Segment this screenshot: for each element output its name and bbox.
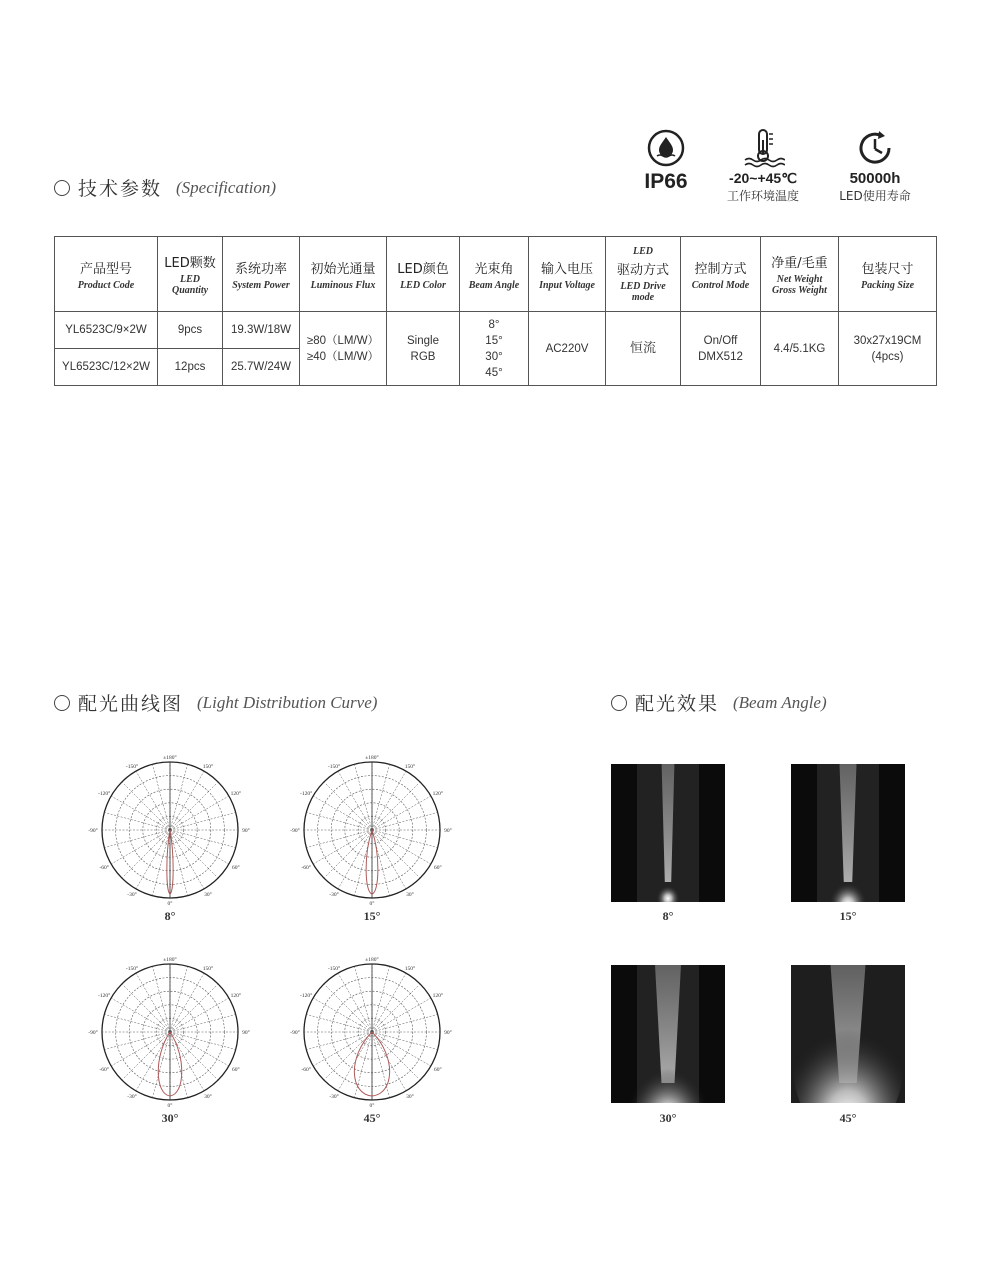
grid-spoke	[170, 771, 204, 830]
grid-spoke	[324, 830, 372, 878]
cell-control-mode: On/Off DMX512	[681, 312, 761, 386]
angle-label: 120°	[230, 993, 242, 999]
angle-label: 120°	[432, 791, 444, 797]
header-system-power: 系统功率 System Power	[223, 237, 300, 312]
angle-label: 120°	[230, 791, 242, 797]
beam-caption: 45°	[839, 1111, 857, 1125]
grid-spoke	[372, 796, 431, 830]
angle-label: ±180°	[163, 755, 177, 761]
angle-label: -120°	[98, 993, 111, 999]
header-drive-mode: LED 驱动方式 LED Drive mode	[606, 237, 681, 312]
grid-spoke	[104, 812, 170, 830]
grid-spoke	[372, 830, 438, 848]
grid-spoke	[372, 764, 390, 830]
angle-label: 0°	[167, 901, 173, 907]
cell-input-voltage: AC220V	[529, 312, 606, 386]
angle-label: 60°	[433, 1067, 442, 1073]
angle-label: 60°	[231, 1067, 240, 1073]
angle-label: 90°	[444, 1030, 452, 1036]
grid-spoke	[170, 830, 229, 864]
grid-spoke	[122, 830, 170, 878]
angle-label: -120°	[98, 791, 111, 797]
beam-glow-svg	[611, 764, 725, 902]
grid-spoke	[170, 796, 229, 830]
polar-diagram-svg	[80, 750, 260, 910]
ip-badge	[636, 128, 696, 194]
grid-spoke	[338, 973, 372, 1032]
life-value: 50000h	[849, 170, 901, 187]
angle-label: ±180°	[163, 957, 177, 963]
beam-glow-svg	[611, 965, 725, 1103]
spec-section-title	[54, 174, 276, 201]
cell-drive-mode: 恒流	[606, 312, 681, 386]
grid-spoke	[372, 830, 431, 864]
angle-label: -120°	[300, 791, 313, 797]
grid-spoke	[313, 998, 372, 1032]
cell-luminous-flux: ≥80（LM/W） ≥40（LM/W）	[300, 312, 387, 386]
grid-spoke	[372, 973, 406, 1032]
grid-spoke	[372, 984, 420, 1032]
temp-range: -20~+45℃	[729, 170, 797, 186]
angle-label: -150°	[327, 763, 341, 770]
cell-product-code: YL6523C/9×2W	[55, 312, 158, 349]
grid-spoke	[354, 1032, 372, 1098]
polar-diagram-svg	[80, 952, 260, 1112]
grid-spoke	[372, 998, 431, 1032]
beam-photo-8	[611, 764, 725, 902]
angle-label: -30°	[127, 1094, 137, 1101]
grid-spoke	[170, 764, 188, 830]
angle-label: 150°	[202, 763, 214, 770]
grid-spoke	[306, 812, 372, 830]
angle-label: 30°	[406, 892, 414, 899]
grid-spoke	[372, 1032, 438, 1050]
grid-spoke	[354, 764, 372, 830]
temp-badge	[718, 128, 808, 204]
grid-spoke	[136, 830, 170, 889]
grid-spoke	[170, 812, 236, 830]
circle-bullet-icon	[54, 180, 70, 196]
curve-title-cn: 配光曲线图	[78, 693, 184, 715]
angle-label: 30°	[204, 892, 212, 899]
cell-led-quantity: 9pcs	[158, 312, 223, 349]
grid-spoke	[104, 1014, 170, 1032]
header-packing-size: 包装尺寸 Packing Size	[839, 237, 937, 312]
angle-label: -60°	[301, 865, 311, 871]
beam-photo-15	[791, 764, 905, 902]
angle-label: 30°	[406, 1094, 414, 1101]
angle-label: 0°	[167, 1103, 173, 1109]
grid-spoke	[111, 796, 170, 830]
temp-label: 工作环境温度	[726, 189, 799, 203]
grid-spoke	[170, 1032, 218, 1080]
grid-spoke	[104, 1032, 170, 1050]
header-input-voltage: 输入电压 Input Voltage	[529, 237, 606, 312]
angle-label: -90°	[290, 828, 300, 834]
curve-caption: 15°	[363, 909, 381, 923]
grid-spoke	[372, 782, 420, 830]
angle-label: 0°	[369, 901, 375, 907]
clock-icon	[855, 128, 895, 168]
angle-label: -60°	[301, 1067, 311, 1073]
grid-spoke	[170, 782, 218, 830]
cell-system-power: 25.7W/24W	[223, 349, 300, 386]
grid-spoke	[170, 830, 218, 878]
angle-label: -30°	[127, 892, 137, 899]
life-label: LED使用寿命	[839, 189, 911, 203]
curve-caption: 30°	[161, 1111, 179, 1125]
grid-spoke	[313, 796, 372, 830]
circle-bullet-icon	[54, 695, 70, 711]
grid-spoke	[324, 1032, 372, 1080]
grid-spoke	[372, 830, 420, 878]
angle-label: -150°	[125, 763, 139, 770]
angle-label: 30°	[204, 1094, 212, 1101]
spec-title-cn: 技术参数	[78, 178, 163, 200]
angle-label: 0°	[369, 1103, 375, 1109]
beam-title-en: (Beam Angle)	[733, 692, 827, 712]
polar-curve-30	[80, 952, 260, 1112]
polar-curve-15	[282, 750, 462, 910]
header-luminous-flux: 初始光通量 Luminous Flux	[300, 237, 387, 312]
grid-spoke	[170, 966, 188, 1032]
angle-label: -90°	[88, 828, 98, 834]
angle-label: -90°	[290, 1030, 300, 1036]
polar-diagram-svg	[282, 750, 462, 910]
cell-weight: 4.4/5.1KG	[761, 312, 839, 386]
grid-spoke	[136, 973, 170, 1032]
circle-bullet-icon	[611, 695, 627, 711]
angle-label: 150°	[404, 965, 416, 972]
beam-section-title	[611, 689, 827, 716]
angle-label: 60°	[433, 865, 442, 871]
grid-spoke	[313, 1032, 372, 1066]
grid-spoke	[170, 1032, 236, 1050]
header-weight: 净重/毛重 Net Weight Gross Weight	[761, 237, 839, 312]
angle-label: 90°	[242, 828, 250, 834]
curve-title-en: (Light Distribution Curve)	[197, 692, 378, 712]
angle-label: -150°	[125, 965, 139, 972]
beam-title-cn: 配光效果	[635, 693, 720, 715]
grid-spoke	[170, 1032, 229, 1066]
angle-label: 60°	[231, 865, 240, 871]
life-badge	[830, 128, 920, 204]
angle-label: -120°	[300, 993, 313, 999]
cell-product-code: YL6523C/12×2W	[55, 349, 158, 386]
grid-spoke	[170, 830, 236, 848]
cell-packing-size: 30x27x19CM (4pcs)	[839, 312, 937, 386]
curve-caption: 8°	[164, 909, 176, 923]
grid-spoke	[372, 1032, 390, 1098]
angle-label: ±180°	[365, 755, 379, 761]
curve-section-title	[54, 689, 377, 716]
cell-beam-angle: 8° 15° 30° 45°	[460, 312, 529, 386]
polar-curve-45	[282, 952, 462, 1112]
angle-label: -30°	[329, 892, 339, 899]
grid-spoke	[170, 830, 204, 889]
grid-spoke	[372, 1014, 438, 1032]
header-led-color: LED颜色 LED Color	[387, 237, 460, 312]
grid-spoke	[306, 1014, 372, 1032]
header-led-quantity: LED颗数 LED Quantity	[158, 237, 223, 312]
header-beam-angle: 光束角 Beam Angle	[460, 237, 529, 312]
grid-spoke	[170, 998, 229, 1032]
water-drop-icon	[646, 128, 686, 168]
cell-led-color: Single RGB	[387, 312, 460, 386]
angle-label: ±180°	[365, 957, 379, 963]
table-header-row	[55, 237, 937, 312]
grid-spoke	[122, 782, 170, 830]
thermometer-icon	[741, 128, 785, 168]
spec-table	[54, 236, 937, 386]
grid-spoke	[122, 1032, 170, 1080]
polar-curve-8	[80, 750, 260, 910]
angle-label: 90°	[242, 1030, 250, 1036]
grid-spoke	[354, 966, 372, 1032]
grid-spoke	[306, 830, 372, 848]
beam-glow-svg	[791, 764, 905, 902]
grid-spoke	[324, 984, 372, 1032]
grid-spoke	[170, 973, 204, 1032]
curve-caption: 45°	[363, 1111, 381, 1125]
angle-label: 90°	[444, 828, 452, 834]
grid-spoke	[170, 1014, 236, 1032]
grid-spoke	[306, 1032, 372, 1050]
grid-spoke	[136, 771, 170, 830]
beam-glow-svg	[791, 965, 905, 1103]
angle-label: -60°	[99, 1067, 109, 1073]
grid-spoke	[111, 830, 170, 864]
angle-label: 150°	[404, 763, 416, 770]
angle-label: -30°	[329, 1094, 339, 1101]
grid-spoke	[372, 1032, 420, 1080]
header-product-code: 产品型号 Product Code	[55, 237, 158, 312]
grid-spoke	[152, 966, 170, 1032]
beam-photo-30	[611, 965, 725, 1103]
grid-spoke	[170, 984, 218, 1032]
angle-label: 150°	[202, 965, 214, 972]
grid-spoke	[372, 771, 406, 830]
cell-led-quantity: 12pcs	[158, 349, 223, 386]
angle-label: -150°	[327, 965, 341, 972]
beam-caption: 8°	[662, 909, 674, 923]
header-control-mode: 控制方式 Control Mode	[681, 237, 761, 312]
beam-caption: 30°	[659, 1111, 677, 1125]
feature-badges	[636, 128, 936, 208]
spec-title-en: (Specification)	[176, 177, 277, 197]
angle-label: -90°	[88, 1030, 98, 1036]
beam-photo-45	[791, 965, 905, 1103]
grid-spoke	[152, 764, 170, 830]
grid-spoke	[338, 771, 372, 830]
cell-system-power: 19.3W/18W	[223, 312, 300, 349]
grid-spoke	[324, 782, 372, 830]
ip-rating: IP66	[644, 170, 688, 193]
angle-label: -60°	[99, 865, 109, 871]
angle-label: 120°	[432, 993, 444, 999]
table-row	[55, 312, 937, 349]
grid-spoke	[372, 966, 390, 1032]
grid-spoke	[372, 1032, 431, 1066]
grid-spoke	[111, 1032, 170, 1066]
beam-caption: 15°	[839, 909, 857, 923]
grid-spoke	[372, 812, 438, 830]
grid-spoke	[111, 998, 170, 1032]
polar-diagram-svg	[282, 952, 462, 1112]
grid-spoke	[122, 984, 170, 1032]
grid-spoke	[313, 830, 372, 864]
grid-spoke	[104, 830, 170, 848]
